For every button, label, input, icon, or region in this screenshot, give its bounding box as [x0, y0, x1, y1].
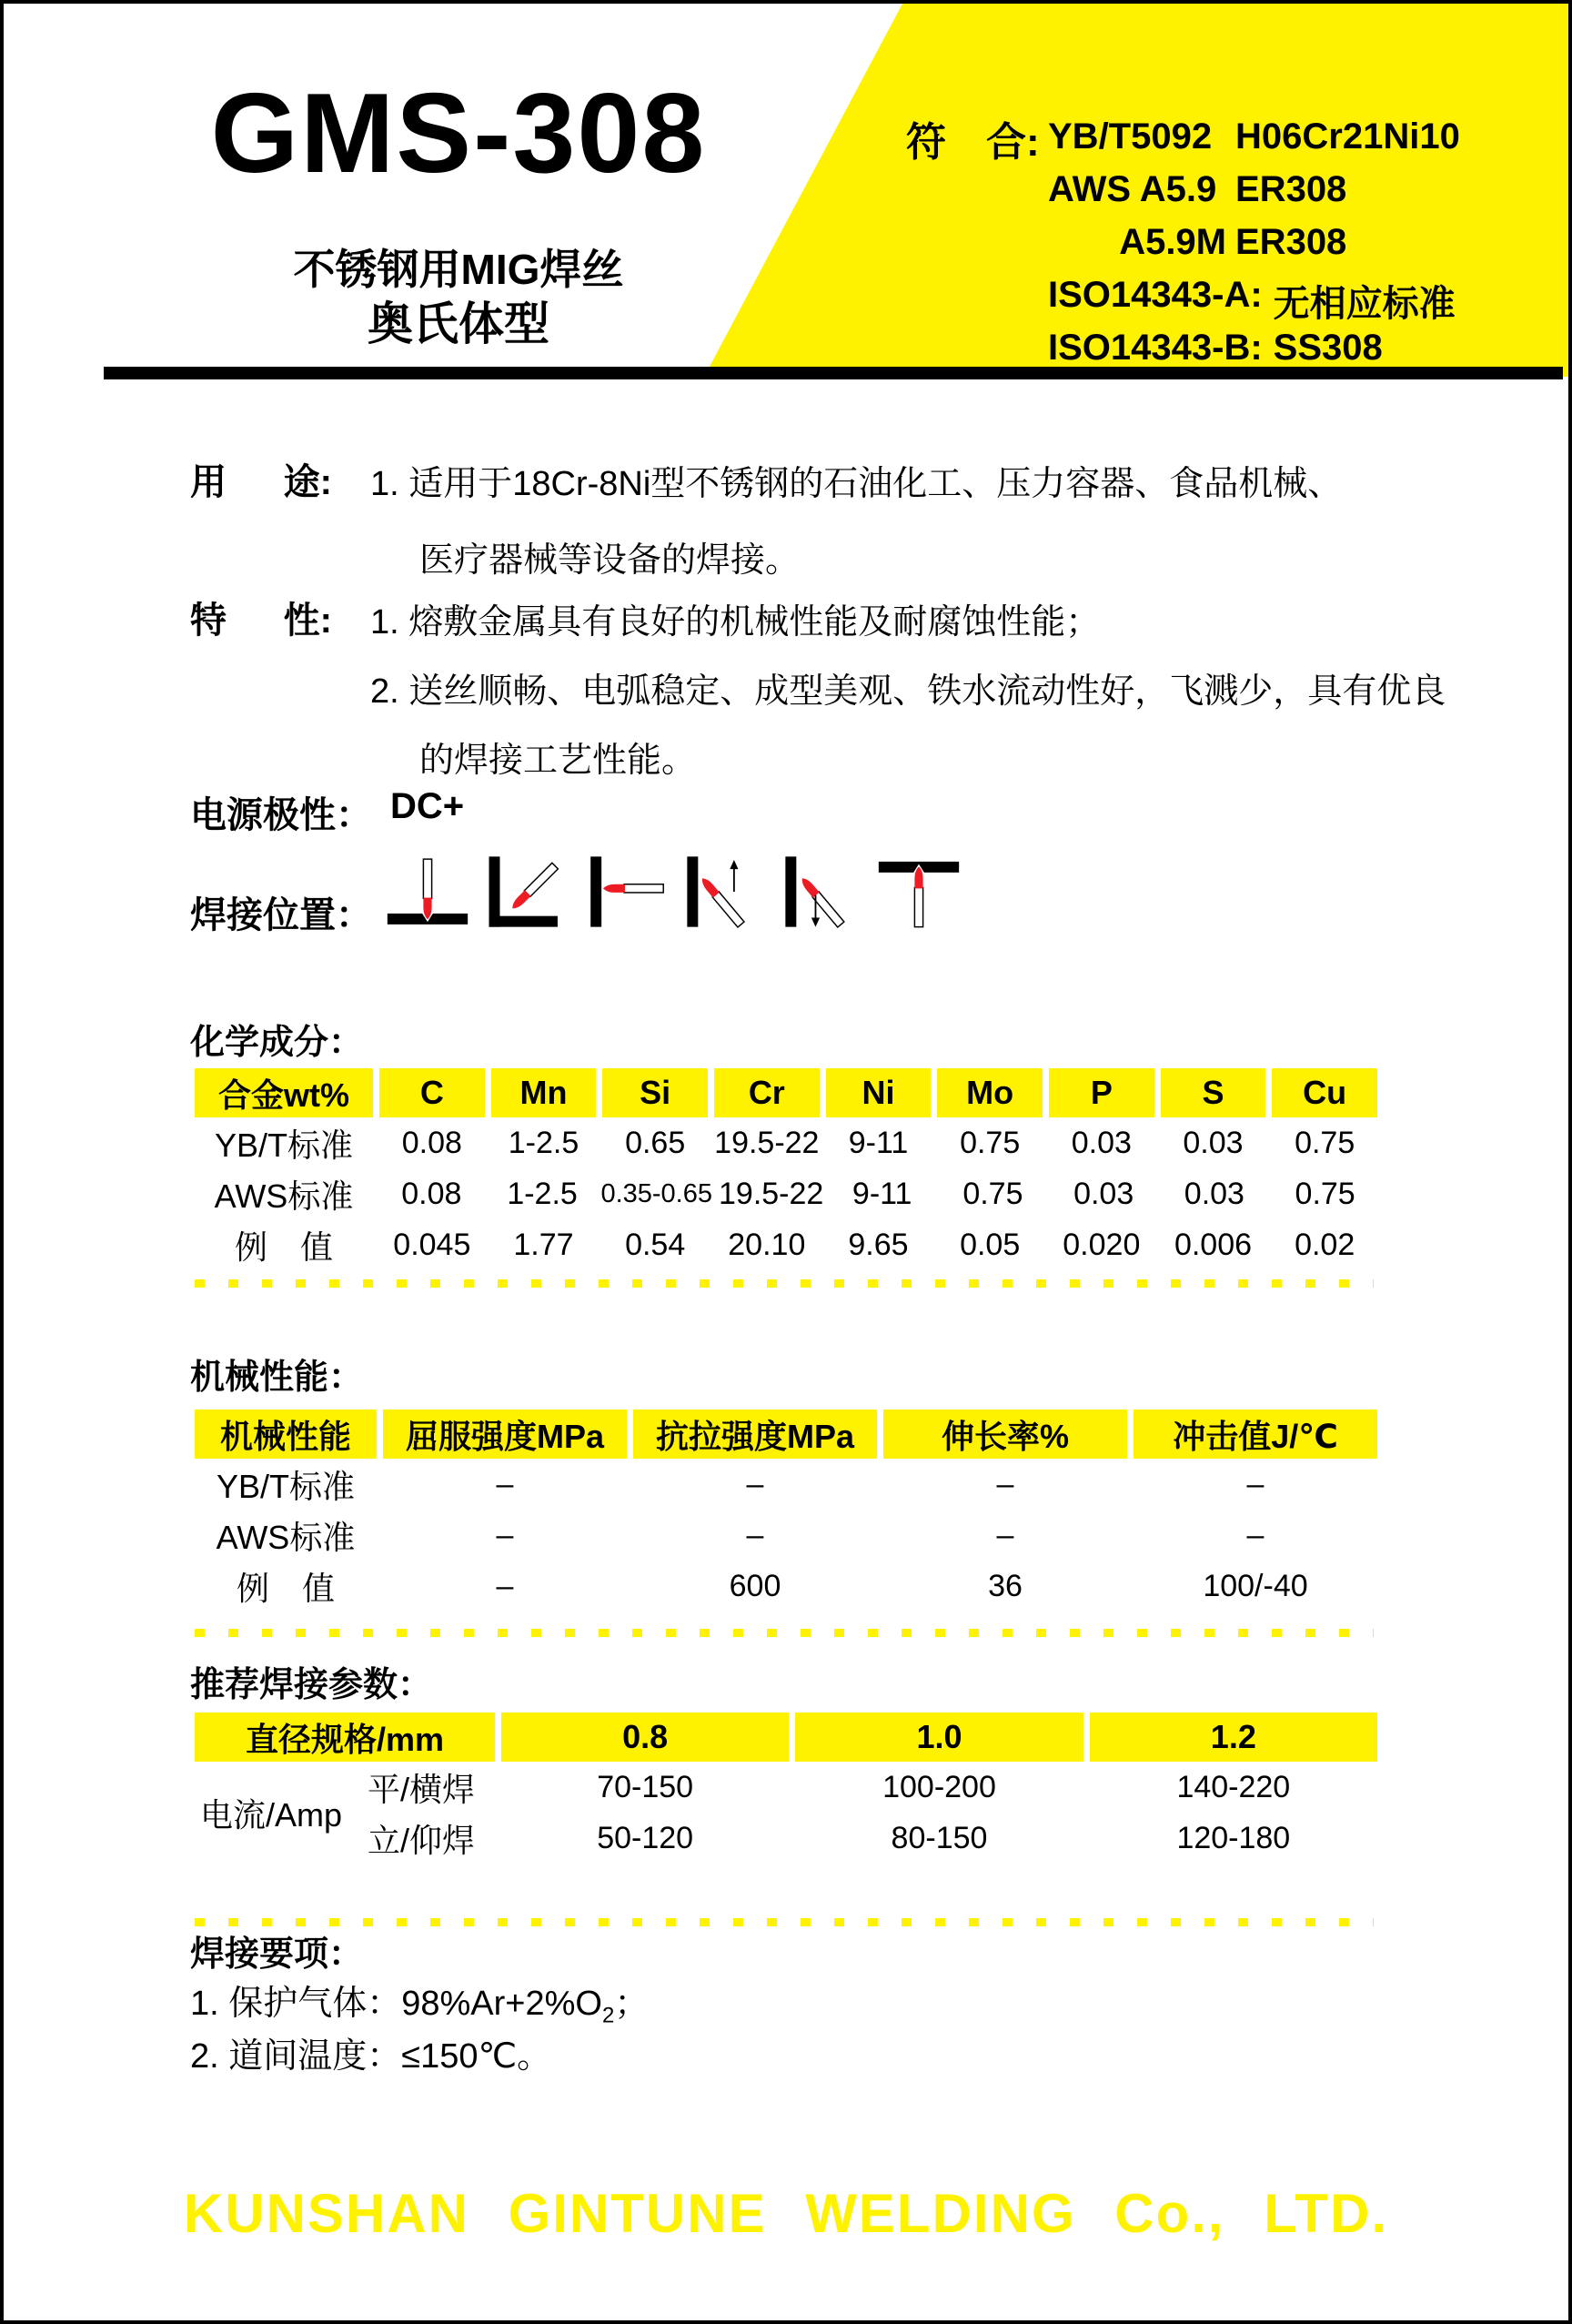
usage-line-1: 1. 适用于18Cr-8Ni型不锈钢的石油化工、压力容器、食品机械、: [370, 465, 1343, 503]
standard-line: [1048, 116, 1460, 157]
table-cell: –: [746, 1517, 764, 1552]
row-label: 立/仰焊: [367, 1821, 475, 1859]
table-row: [195, 1762, 1377, 1813]
note-interpass-temperature: 2. 道间温度：≤150℃。: [190, 2037, 552, 2076]
table-cell: 1.77: [513, 1227, 574, 1262]
horizontal-position-icon: [582, 852, 666, 932]
table-cell: 0.54: [625, 1227, 686, 1262]
column-header: Mn: [491, 1068, 597, 1117]
features-label: 特 性:: [190, 601, 332, 641]
parameters-title: 推荐焊接参数：: [190, 1666, 433, 1704]
chemistry-header-row: [195, 1068, 1377, 1117]
dotted-separator: [195, 1629, 1374, 1637]
note-shielding-gas: 1. 保护气体：$98\%Ar+2\%O_2$；: [190, 1985, 650, 2028]
subscript: 2: [601, 2003, 615, 2028]
chemistry-title: 化学成分：: [190, 1024, 364, 1062]
table-cell: 0.75: [960, 1125, 1021, 1160]
table-cell: –: [1246, 1466, 1265, 1501]
table-cell: 20.10: [728, 1227, 806, 1262]
features-line-1: 1. 熔敷金属具有良好的机械性能及耐腐蚀性能；: [370, 603, 1101, 642]
polarity-value: DC+: [390, 786, 465, 826]
table-cell: 100-200: [882, 1769, 996, 1804]
table-cell: –: [496, 1517, 514, 1552]
row-label: AWS标准: [216, 1518, 356, 1556]
column-header: Cu: [1272, 1068, 1377, 1117]
standard-line: [1048, 275, 1456, 327]
table-cell: 0.75: [1295, 1176, 1355, 1211]
parameters-header-row: [195, 1713, 1377, 1762]
table-cell: 0.02: [1295, 1227, 1355, 1262]
table-row: [195, 1117, 1377, 1168]
column-header: S: [1161, 1068, 1266, 1117]
row-label: 例 值: [236, 1569, 335, 1607]
row-label: YB/T标准: [216, 1467, 356, 1505]
column-header: 0.8: [501, 1713, 789, 1762]
column-header: P: [1049, 1068, 1154, 1117]
dotted-separator: [195, 1918, 1374, 1926]
column-header: C: [379, 1068, 485, 1117]
row-label: 平/横焊: [367, 1770, 475, 1808]
column-header: 1.2: [1090, 1713, 1377, 1762]
usage-line-2: 医疗器械等设备的焊接。: [419, 541, 801, 580]
row-label: YB/T标准: [214, 1126, 354, 1164]
welding-position-icons: [386, 852, 961, 932]
standard-grade: H06Cr21Ni10: [1235, 116, 1460, 157]
mechanical-title: 机械性能：: [190, 1359, 364, 1397]
table-cell: 0.35-0.65: [600, 1178, 712, 1208]
column-header: Cr: [714, 1068, 820, 1117]
row-label: 例 值: [234, 1228, 333, 1266]
table-cell: 0.75: [1295, 1125, 1355, 1160]
mechanical-table: [195, 1410, 1377, 1612]
table-cell: 0.75: [962, 1176, 1023, 1211]
table-cell: 70-150: [597, 1769, 694, 1804]
table-cell: 600: [729, 1568, 781, 1603]
table-cell: 19.5-22: [719, 1176, 824, 1211]
table-cell: 0.006: [1174, 1227, 1253, 1262]
table-row: [195, 1813, 1377, 1864]
table-cell: –: [996, 1466, 1014, 1501]
standard-code: AWS A5.9: [1048, 169, 1217, 209]
table-cell: 19.5-22: [714, 1125, 820, 1160]
header-divider-rule: [104, 367, 1563, 379]
mechanical-header-row: [195, 1410, 1377, 1459]
column-header: Mo: [937, 1068, 1043, 1117]
table-cell: –: [1246, 1517, 1265, 1552]
table-cell: 50-120: [597, 1820, 694, 1855]
vertical-down-position-icon: [779, 852, 862, 932]
table-cell: –: [496, 1568, 514, 1603]
notes-title: 焊接要项：: [190, 1935, 364, 1974]
dotted-separator: [195, 1279, 1374, 1288]
standard-grade: ER308: [1235, 222, 1347, 262]
fillet-position-icon: [484, 852, 568, 932]
table-cell: 9.65: [848, 1227, 909, 1262]
table-cell: 36: [988, 1568, 1023, 1603]
chemistry-table: [195, 1068, 1377, 1270]
table-row: [195, 1168, 1377, 1219]
column-header: Ni: [826, 1068, 932, 1117]
table-cell: 0.05: [960, 1227, 1021, 1262]
standard-code: A5.9M: [1119, 222, 1226, 262]
overhead-position-icon: [877, 852, 961, 932]
column-header: 伸长率%: [883, 1410, 1127, 1459]
column-header: 抗拉强度MPa: [633, 1410, 877, 1459]
table-row: [195, 1219, 1377, 1270]
table-cell: –: [746, 1466, 764, 1501]
standard-grade: 无相应标准: [1273, 284, 1456, 324]
row-label: AWS标准: [214, 1177, 354, 1215]
table-cell: 0.03: [1183, 1125, 1244, 1160]
table-cell: 140-220: [1176, 1769, 1291, 1804]
table-cell: 0.045: [393, 1227, 471, 1262]
page-title: GMS-308: [210, 71, 707, 197]
features-line-3: 的焊接工艺性能。: [419, 742, 697, 780]
column-header: 合金wt%: [195, 1068, 373, 1117]
product-subtitle: 不锈钢用MIG焊丝: [293, 246, 624, 293]
table-cell: 0.08: [401, 1125, 462, 1160]
parameters-table: [195, 1713, 1377, 1864]
features-line-2: 2. 送丝顺畅、电弧稳定、成型美观、铁水流动性好，飞溅少，具有优良: [370, 672, 1446, 711]
flat-position-icon: [386, 852, 469, 932]
company-name: KUNSHAN GINTUNE WELDING Co., LTD.: [183, 2183, 1389, 2244]
column-header: 直径规格/mm: [195, 1713, 495, 1762]
table-cell: 0.08: [401, 1176, 462, 1211]
table-cell: 80-150: [891, 1820, 988, 1855]
table-cell: 0.03: [1073, 1176, 1134, 1211]
standard-line: [1048, 328, 1383, 369]
standard-grade: SS308: [1273, 328, 1383, 368]
table-cell: 0.03: [1184, 1176, 1244, 1211]
table-cell: 9-11: [852, 1176, 912, 1211]
usage-label: 用 途:: [190, 462, 332, 502]
table-cell: –: [996, 1517, 1014, 1552]
polarity-label: 电源极性：: [190, 795, 372, 835]
table-row: [195, 1459, 1377, 1510]
table-cell: 0.65: [625, 1125, 686, 1160]
table-cell: 0.03: [1071, 1125, 1132, 1160]
standard-line: [1048, 222, 1346, 263]
table-row: [195, 1561, 1377, 1612]
table-cell: –: [496, 1466, 514, 1501]
table-cell: 1-2.5: [507, 1176, 578, 1211]
column-header: 机械性能: [195, 1410, 377, 1459]
parameters-body: [195, 1762, 1377, 1864]
table-cell: 1-2.5: [508, 1125, 579, 1160]
column-header: 1.0: [795, 1713, 1083, 1762]
column-header: 冲击值J/℃: [1134, 1410, 1377, 1459]
standard-line: [1048, 169, 1346, 210]
standard-code: ISO14343-A:: [1048, 275, 1263, 315]
table-row: [195, 1510, 1377, 1561]
vertical-up-position-icon: [680, 852, 764, 932]
table-cell: 120-180: [1176, 1820, 1291, 1855]
positions-label: 焊接位置：: [190, 895, 372, 935]
conform-label: 符 合:: [906, 120, 1040, 165]
standard-grade: ER308: [1235, 169, 1347, 209]
standard-code: ISO14343-B:: [1048, 328, 1263, 368]
column-header: Si: [602, 1068, 708, 1117]
current-group-label: 电流/Amp: [199, 1795, 343, 1834]
table-cell: 0.020: [1063, 1227, 1141, 1262]
table-cell: 9-11: [848, 1125, 909, 1160]
table-cell: 100/-40: [1203, 1568, 1308, 1603]
column-header: 屈服强度MPa: [383, 1410, 627, 1459]
product-type-label: 奥氏体型: [368, 298, 549, 349]
standard-code: YB/T5092: [1048, 116, 1213, 157]
